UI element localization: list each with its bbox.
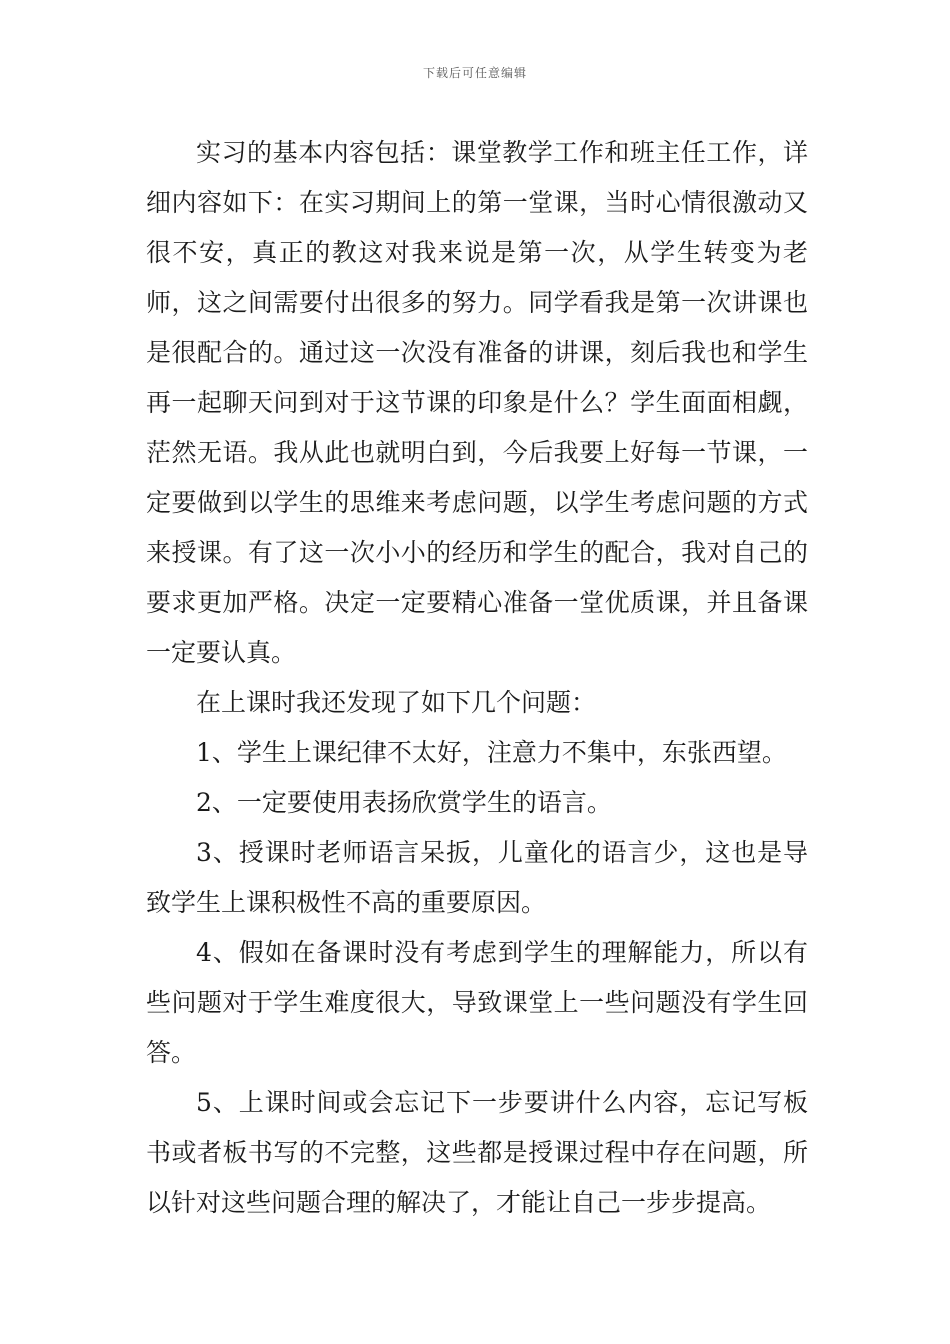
list-item-problem-1: 1、学生上课纪律不太好，注意力不集中，东张西望。 [196,738,787,767]
list-item-problem-5: 5、上课时间或会忘记下一步要讲什么内容，忘记写板书或者板书写的不完整，这些都是授课过程中存在问题，所以针对这些问题合理的解决了，才能让自己一步步提高。 [146,1088,808,1217]
paragraph-problems-intro: 在上课时我还发现了如下几个问题： [196,688,597,717]
document-body [146,128,808,1228]
page-header: 下载后可任意编辑 [422,66,527,80]
list-item-problem-3: 3、授课时老师语言呆扳，儿童化的语言少，这也是导致学生上课积极性不高的重要原因。 [146,838,808,917]
paragraph-intro: 实习的基本内容包括：课堂教学工作和班主任工作，详细内容如下：在实习期间上的第一堂课，当时心情很激动又很不安，真正的教这对我来说是第一次，从学生转变为老师，这之间需要付出很多的努力。同学看我是第一次讲课也是很配合的。通过这一次没有准备的讲课，刻后我也和学生再一起聊天问到对于这节课的印象是什么？学生面面相觑，茫然无语。我从此也就明白到，今后我要上好每一节课，一定要做到以学生的思维来考虑问题，以学生考虑问题的方式来授课。有了这一次小小的经历和学生的配合，我对自己的要求更加严格。决定一定要精心准备一堂优质课，并且备课一定要认真。 [146,138,808,667]
list-item-problem-2: 2、一定要使用表扬欣赏学生的语言。 [196,788,612,817]
list-item-problem-4: 4、假如在备课时没有考虑到学生的理解能力，所以有些问题对于学生难度很大，导致课堂上一些问题没有学生回答。 [146,938,808,1067]
